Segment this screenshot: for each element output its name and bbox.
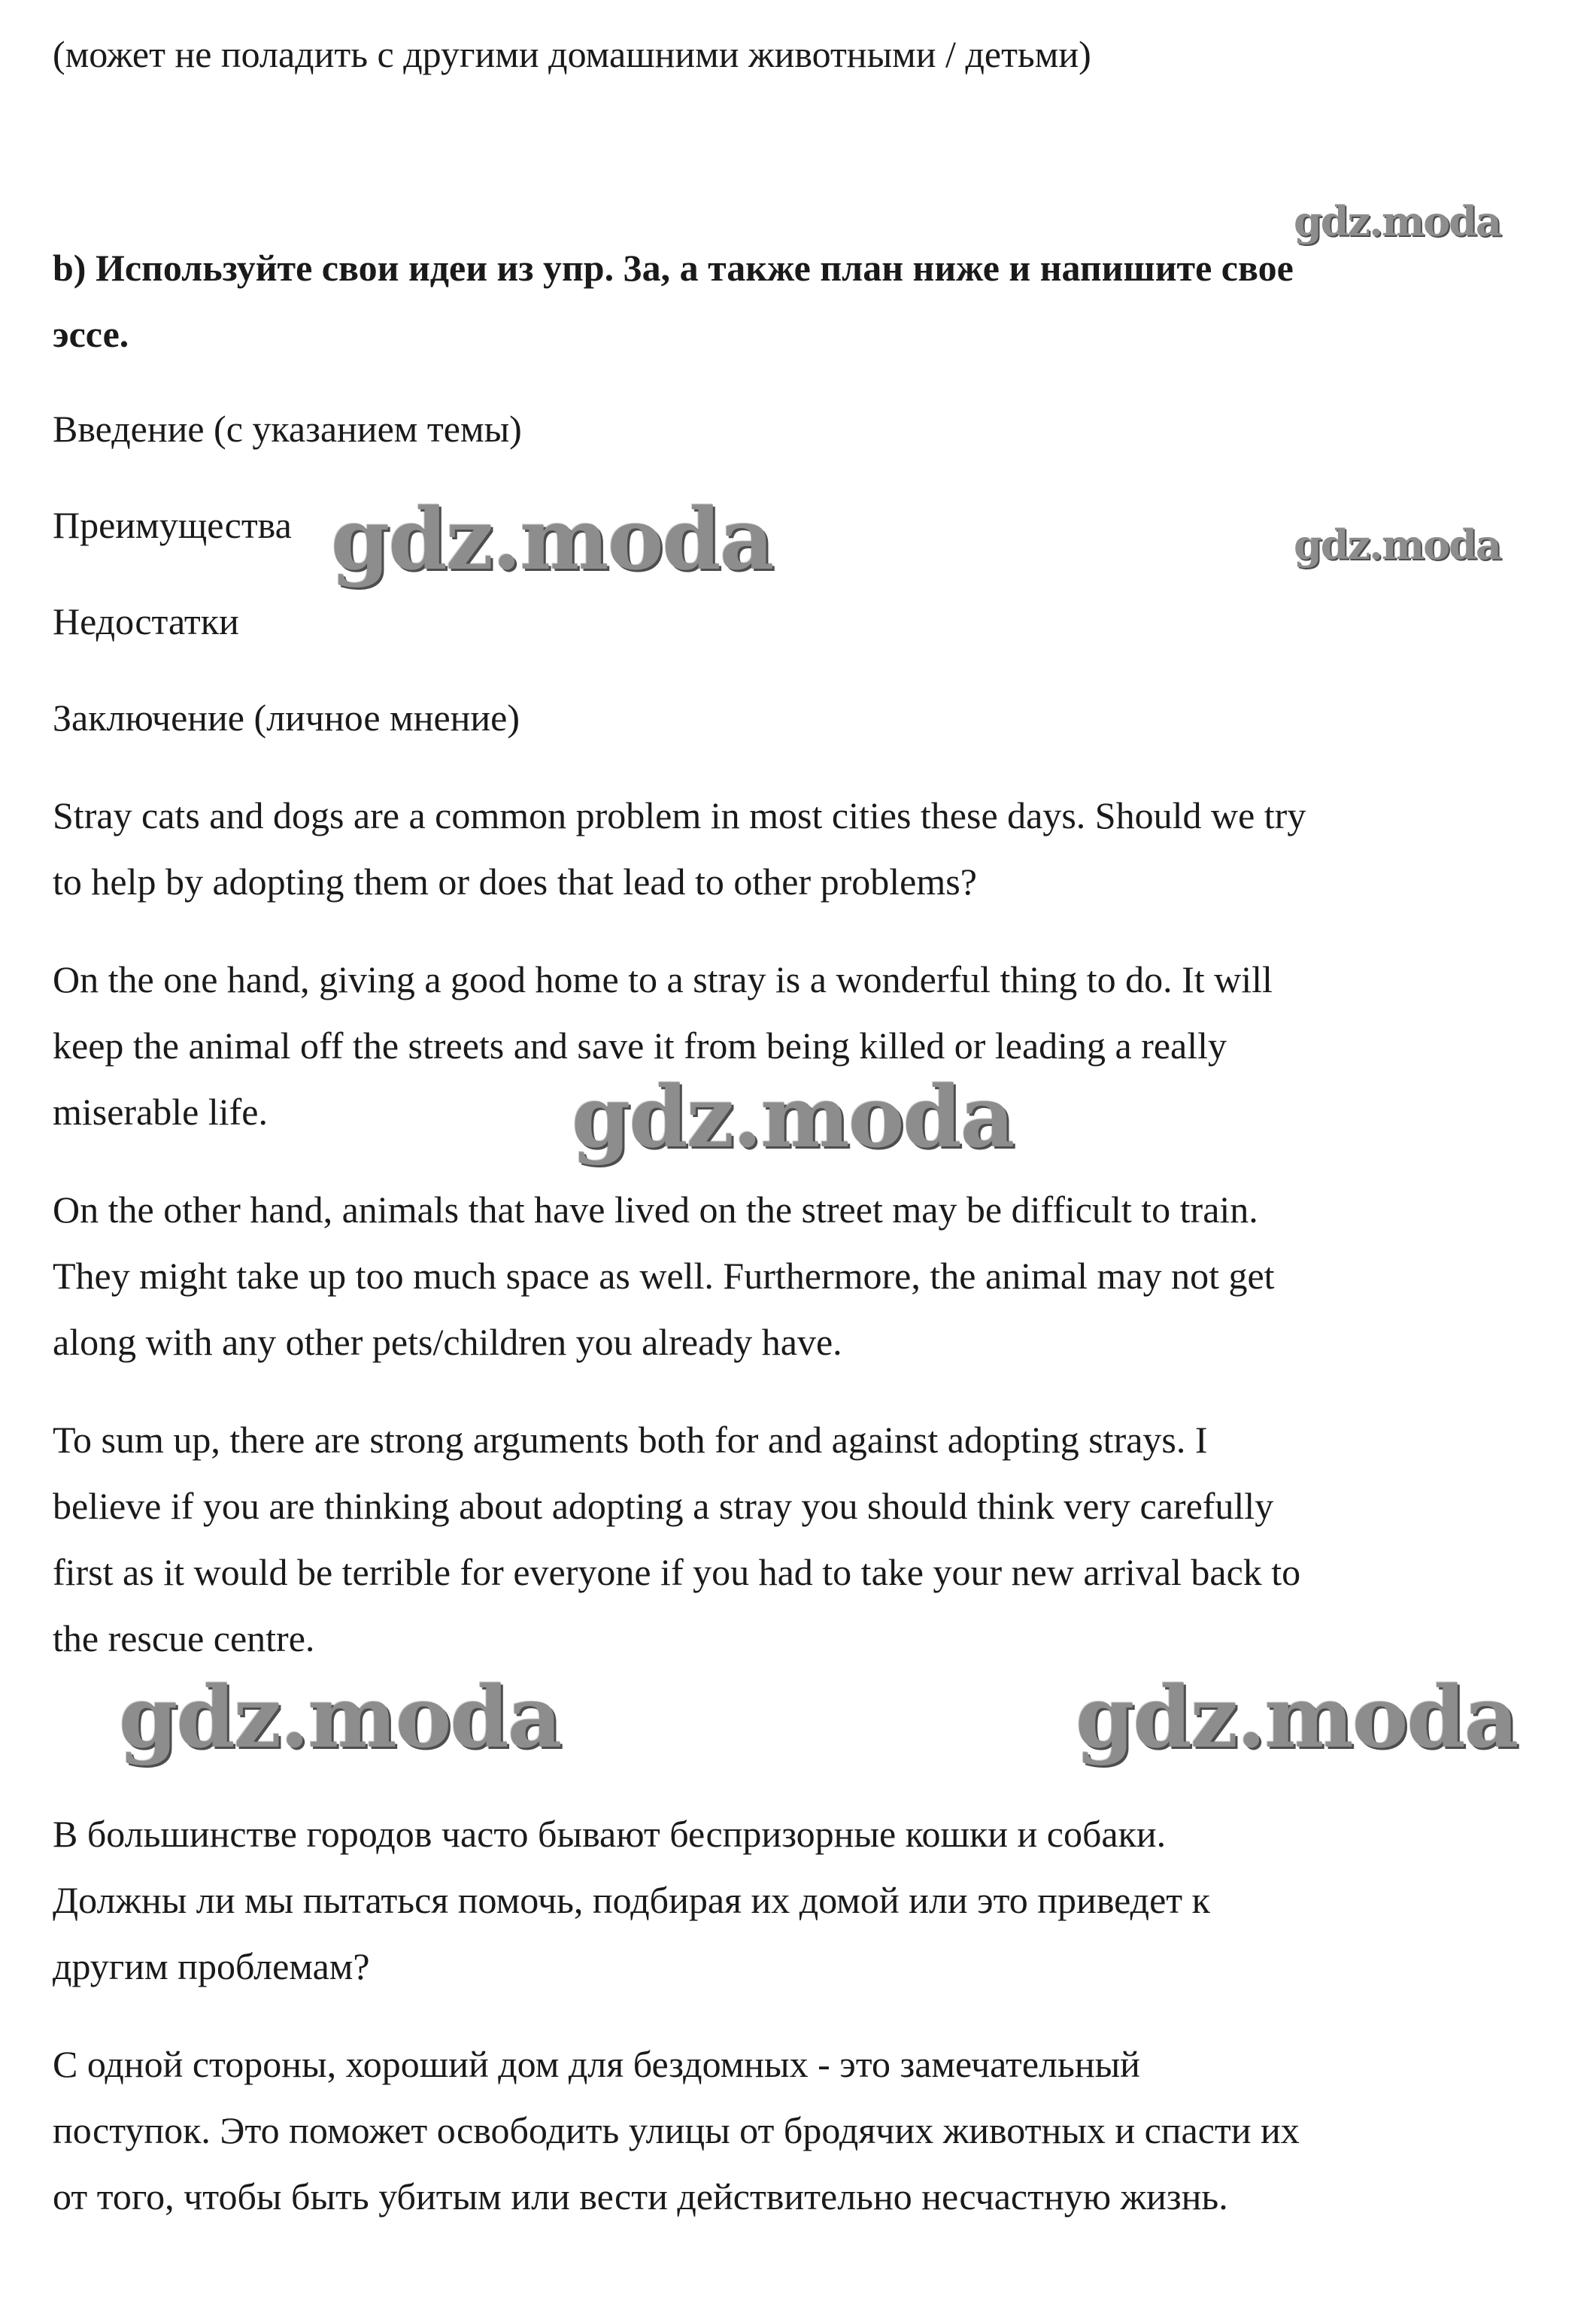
plan-disadvantages: Недостатки — [53, 600, 239, 642]
text-top-line: (может не поладить с другими домашними животными / детьми) — [53, 33, 1091, 75]
watermark: gdz.moda — [572, 1068, 1014, 1167]
watermark: gdz.moda — [1076, 1668, 1518, 1767]
watermark: gdz.moda — [1294, 521, 1500, 569]
plan-conclusion: Заключение (личное мнение) — [53, 697, 520, 739]
task-heading: b) Используйте свои идеи из упр. 3a, а также план ниже и напишите свое эссе. — [53, 247, 1294, 355]
essay-en-paragraph-1: Stray cats and dogs are a common problem in most cities these days. Should we try to help by adopting them or does that lead to other problems? — [53, 794, 1306, 903]
watermark: gdz.moda — [1294, 197, 1500, 245]
essay-en-paragraph-4: To sum up, there are strong arguments both for and against adopting strays. I believe if you are thinking about adopting a stray you should think very carefully first as it would be terrible for everyone if you had to take your new arrival back to the rescue centre. — [53, 1419, 1301, 1659]
watermark: gdz.moda — [331, 490, 773, 589]
plan-advantages: Преимущества — [53, 504, 292, 546]
watermark: gdz.moda — [119, 1668, 561, 1767]
essay-en-paragraph-3: On the other hand, animals that have lived on the street may be difficult to train. They might take up too much space as well. Furthermore, the animal may not get along with any other pets/children you already have. — [53, 1188, 1275, 1363]
essay-ru-paragraph-2: С одной стороны, хороший дом для бездомных - это замечательный поступок. Это поможет освободить улицы от бродячих животных и спасти их от того, чтобы быть убитым или вести действительно несчастную жизнь. — [53, 2043, 1300, 2218]
essay-en-paragraph-2: On the one hand, giving a good home to a stray is a wonderful thing to do. It will keep the animal off the streets and save it from being killed or leading a really miserable life. — [53, 958, 1273, 1133]
plan-intro: Введение (с указанием темы) — [53, 408, 522, 450]
essay-ru-paragraph-1: В большинстве городов часто бывают беспризорные кошки и собаки. Должны ли мы пытаться помочь, подбирая их домой или это приведет к другим проблемам? — [53, 1813, 1210, 1987]
